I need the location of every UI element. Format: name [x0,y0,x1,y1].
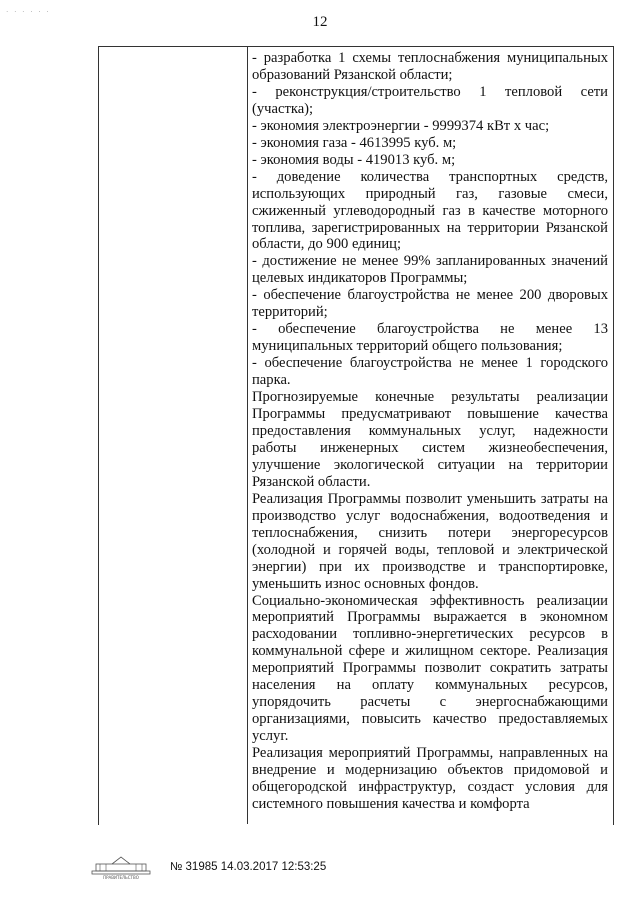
list-item: - экономия электроэнергии - 9999374 кВт х час; [252,117,550,134]
paragraph: Реализация мероприятий Программы, направленных на внедрение и модернизацию объектов придомовой и общегородской инфраструктур, создаст условия для системного повышения качества и комфорта [252,745,608,812]
list-item: - реконструкция/строительство 1 тепловой сети (участка); [252,83,608,117]
list-item: - обеспечение благоустройства не менее 13 муниципальных территорий общего пользования; [252,321,608,355]
paragraph: Реализация Программы позволит уменьшить затраты на производство услуг водоснабжения, водоотведения и теплоснабжения, снизить потери энергоресурсов (холодной и горячей воды, тепловой и электрической энергии) при их производстве и транспортировке, уменьшить износ основных фондов. [252,490,608,592]
registration-stamp: № 31985 14.03.2017 12:53:25 [170,861,327,873]
paragraph: Прогнозируемые конечные результаты реализации Программы предусматривают повышение качества предоставления коммунальных услуг, надежности работы инженерных систем жизнеобеспечения, улучшение экологической ситуации на территории Рязанской области. [252,389,608,490]
list-item: - доведение количества транспортных средств, использующих природный газ, газовые смеси, сжиженный углеводородный газ в качестве моторного топлива, зарегистрированных на территории Рязанской области, до 900 единиц; [252,168,608,253]
list-item: - экономия газа - 4613995 куб. м; [252,134,457,151]
list-item: - обеспечение благоустройства не менее 200 дворовых территорий; [252,287,608,321]
page-number: 12 [312,14,328,30]
scan-marks: · · · · · · [6,8,51,16]
column-divider [247,46,248,824]
list-item: - обеспечение благоустройства не менее 1 городского парка. [252,355,608,389]
list-item: - разработка 1 схемы теплоснабжения муниципальных образований Рязанской области; [252,50,608,83]
paragraph: Социально-экономическая эффективность реализации мероприятий Программы выражается в экономном расходовании топливно-энергетических ресурсов в коммунальной сфере и жилищном секторе. Реализация мероприятий Программы позволит сократить затраты населения на оплату коммунальных ресурсов, упорядочить расчеты с энергоснабжающими организациями, повысить качество предоставляемых услуг. [252,592,608,745]
government-building-logo [90,854,152,880]
list-item: - экономия воды - 419013 куб. м; [252,151,456,168]
list-item: - достижение не менее 99% запланированных значений целевых индикаторов Программы; [252,253,608,287]
content-cell [252,50,608,813]
logo-caption: ПРАВИТЕЛЬСТВО [103,875,139,880]
